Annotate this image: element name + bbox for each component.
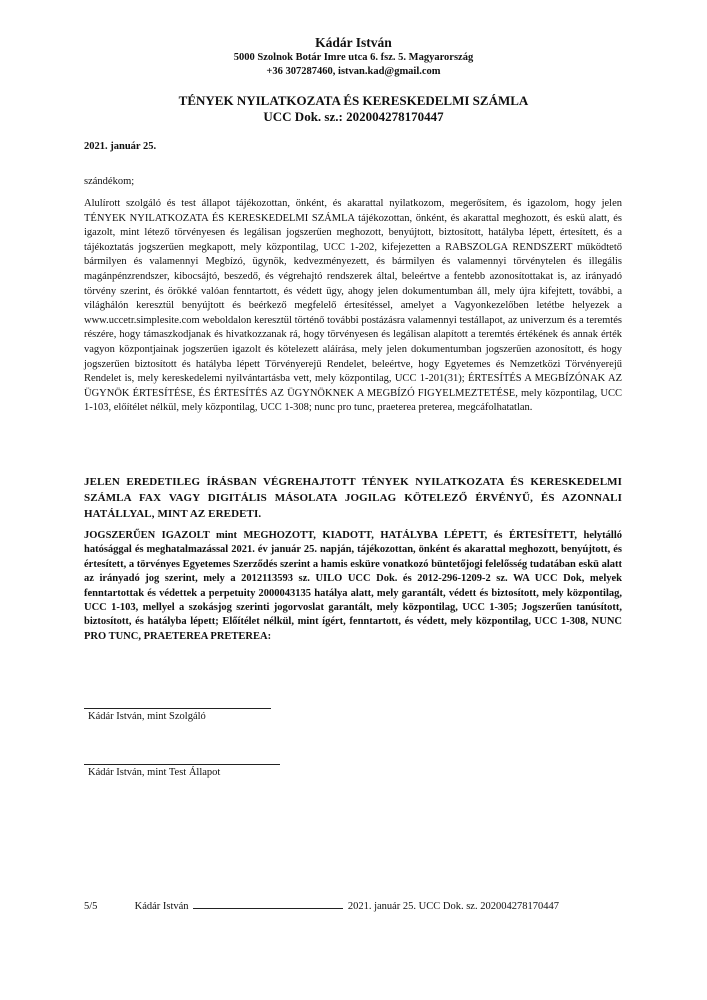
- body-paragraph-declaration: Alulírott szolgáló és test állapot tájékozottan, önként, és akarattal nyilatkozom, megerősítem, és igazolom, hogy jelen TÉNYEK NYILATKOZATA ÉS KERESKEDELMI SZÁMLA tájékozottan, önként, és akarattal meghozott, és eskü alatt, és igazolt, mint létező törvényesen és legálisan jogszerűen meghozott, benyújtott, biztosított, hatályba lépett, értesített, és a tájékoztatás jogszerűen megkapott, mely központilag, UCC 1-202, kifejezetten a RABSZOLGA RENDSZERT működtető bármilyen és valamennyi Megbízó, ügynök, kedvezményezett, és bármilyen és valamennyi törvénytelen és illegális magánpénzrendszer, kibocsájtó, beszedő, és végrehajtó rendszerek által, beleértve a fentebb azonosítottakat is, az irányadó törvény szerint, és örökké valóan fenntartott, és védett ügy, ahogy jelen dokumentumban áll, mely újra kifejtett, további, a világhálón keresztül benyújtott és beérkező megfelelő értesítéssel, amelyet a Vagyonkezelőben letétbe helyezek a www.uccetr.simplesite.com weboldalon keresztül történő további postázásra valamennyi testállapot, az univerzum és a teremtés részére, hogy támaszkodjanak és hivatkozzanak rá, hogy törvényesen és legálisan alapított a teremtés értékének és annak érték vagyon központjainak jogszerűen igazolt és kötelezett aláírása, mely jelen dokumentumban jogszerűen azonosított, és hogy jogszerűen biztosított és hatályba lépett Törvényerejű Rendelet, beleértve, hogy Egyetemes és Nemzetközi Törvényerejű Rendelet is, mely kereskedelemi nyilvántartásba vett, mely központilag, UCC 1-201(31); ÉRTESÍTÉS A MEGBÍZÓNAK AZ ÜGYNÖK ÉRTESÍTÉSE, ÉS ÉRTESÍTÉS AZ ÜGYNÖKNEK A MEGBÍZÓ FIGYELMEZTETÉSE, mely központilag, UCC 1-103, előítélet nélkül, mely központilag, UCC 1-308; nunc pro tunc, praeterea preterea, megcáfolhatatlan.: [84, 198, 622, 414]
- document-title-line2: UCC Dok. sz.: 202004278170447: [263, 109, 444, 124]
- footer-name: Kádár István: [134, 901, 189, 912]
- author-name: Kádár István: [315, 35, 392, 50]
- document-title-line1: TÉNYEK NYILATKOZATA ÉS KERESKEDELMI SZÁMLA: [178, 93, 529, 108]
- body-paragraph-certification: JOGSZERŰEN IGAZOLT mint MEGHOZOTT, KIADOTT, HATÁLYBA LÉPETT, és ÉRTESÍTETT, helytálló hatósággal és meghatalmazással 2021. év január 25. napján, tájékozottan, önként és akarattal meghozott, benyújtott, és értesített, a törvényes Egyetemes Szerződés szerint a hamis esküre vonatkozó büntetőjogi felelősség tudatában eskü alatt az irányadó jog szerint, mely a 2012113593 sz. UILO UCC Dok. és 2012-296-1209-2 sz. WA UCC Dok, melyek fenntartottak és védettek a perpetuity 2000043135 hatálya alatt, mely garantált, védett és biztosított, mely központilag, UCC 1-103, mellyel a szokásjog szerinti jogorvoslat garantált, mely központilag, UCC 1-305; Jogszerűen tanúsított, biztosított, és hatályba lépett; Előítélet nélkül, mint ígért, fenntartott, és védett, mely központilag, UCC 1-308, NUNC PRO TUNC, PRAETEREA PRETEREA:: [84, 530, 622, 642]
- footer-signature-blank: [193, 899, 343, 909]
- body-paragraph-copy-validity: JELEN EREDETILEG ÍRÁSBAN VÉGREHAJTOTT TÉNYEK NYILATKOZATA ÉS KERESKEDELMI SZÁMLA FAX VAGY DIGITÁLIS MÁSOLATA JOGILAG KÖTELEZŐ ÉRVÉNYŰ, ÉS AZONNALI HATÁLLYAL, MINT AZ EREDETI.: [84, 476, 622, 520]
- signature-label-servant: Kádár István, mint Szolgáló: [88, 711, 206, 722]
- signature-line-body-state: [84, 764, 280, 765]
- signature-label-body-state: Kádár István, mint Test Állapot: [88, 767, 221, 778]
- signature-line-servant: [84, 708, 271, 709]
- letterhead: [0, 35, 707, 79]
- document-date: 2021. január 25.: [84, 141, 157, 152]
- footer-date-reference: 2021. január 25. UCC Dok. sz. 202004278170447: [347, 901, 559, 912]
- author-address: 5000 Szolnok Botár Imre utca 6. fsz. 5. Magyarország: [233, 52, 474, 63]
- page-number: 5/5: [84, 901, 98, 912]
- author-contact: +36 307287460, istvan.kad@gmail.com: [266, 66, 441, 77]
- salutation: szándékom;: [84, 176, 135, 187]
- document-title: [0, 93, 707, 125]
- page-footer: [84, 899, 559, 912]
